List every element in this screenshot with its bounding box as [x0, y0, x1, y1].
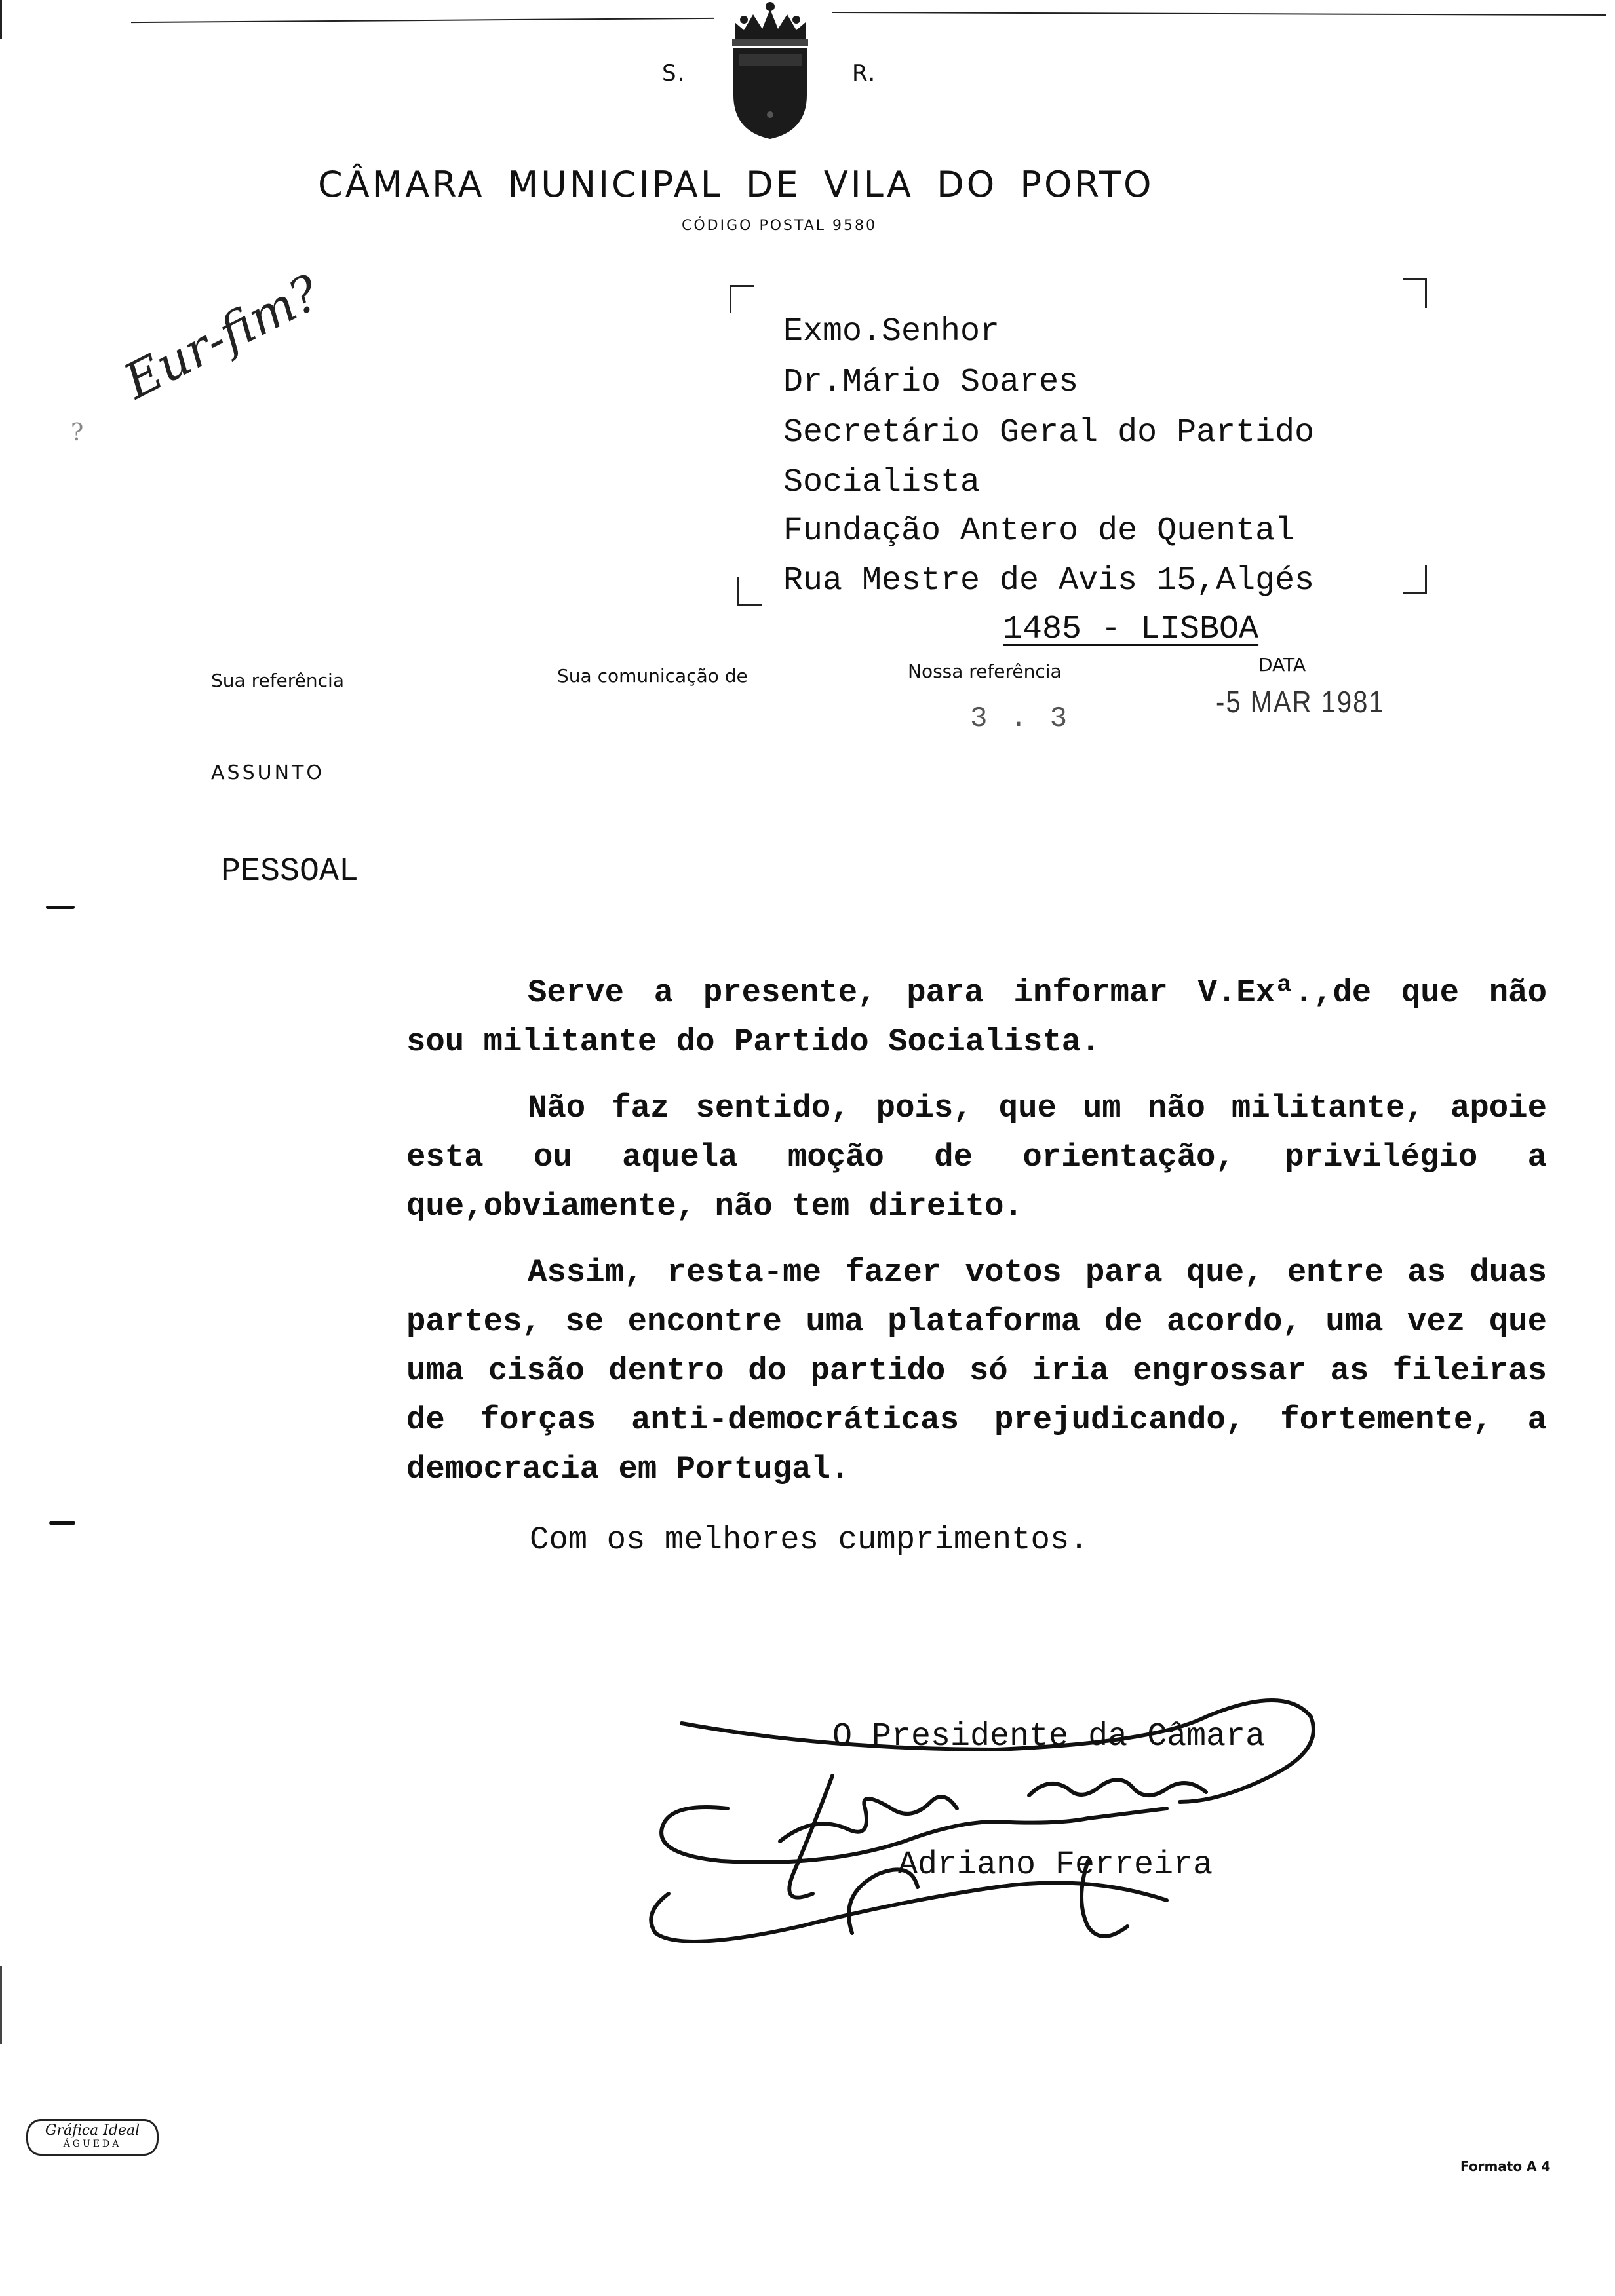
- address-corner-top-left: [730, 285, 754, 313]
- letterhead-left-letter: S.: [662, 60, 686, 86]
- data-label: DATA: [1258, 654, 1306, 676]
- top-rule-left: [131, 18, 714, 23]
- handwritten-margin-note: Eur-fim?: [115, 264, 329, 410]
- nossa-referencia-stamp: 3 . 3: [970, 702, 1070, 735]
- printer-imprint: [26, 2119, 159, 2156]
- sua-referencia-label: Sua referência: [211, 670, 344, 691]
- signatory-title: O Presidente da Câmara: [832, 1718, 1266, 1755]
- margin-mark-bottom-tick: [0, 1966, 2, 2044]
- body-paragraph-3: Assim, resta-me fazer votos para que, entre as duas partes, se encontre uma plataforma de acordo, uma vez que uma cisão dentro do partido só iria engrossar as fileiras de forças anti-democráticas prejudicando, fortemente, a democracia em Portugal.: [406, 1254, 1547, 1487]
- recipient-line-2: Dr.Mário Soares: [783, 364, 1079, 401]
- sua-comunicacao-label: Sua comunicação de: [557, 665, 748, 687]
- letterhead-right-letter: R.: [852, 60, 877, 86]
- coat-of-arms-crest: [724, 0, 816, 141]
- recipient-line-1: Exmo.Senhor: [783, 313, 1000, 351]
- left-edge-mark: [0, 0, 2, 39]
- postal-code: CÓDIGO POSTAL 9580: [682, 218, 878, 234]
- address-corner-bottom-right: [1403, 565, 1427, 594]
- recipient-line-6: Rua Mestre de Avis 15,Algés: [783, 562, 1315, 600]
- closing-line: Com os melhores cumprimentos.: [530, 1521, 1089, 1558]
- recipient-city: 1485 - LISBOA: [1003, 611, 1259, 648]
- margin-mark-top: [46, 906, 75, 909]
- body-paragraph-2: Não faz sentido, pois, que um não militante, apoie esta ou aquela moção de orientação, privilégio a que,obviamente, não tem direito.: [406, 1090, 1547, 1225]
- printer-name: Gráfica Ideal: [45, 2122, 140, 2139]
- handwritten-signature: [629, 1677, 1370, 1959]
- letter-body: [406, 968, 1547, 1511]
- recipient-line-5: Fundação Antero de Quental: [783, 512, 1295, 550]
- top-rule-right: [832, 12, 1606, 16]
- printer-city: ÁGUEDA: [63, 2139, 122, 2149]
- organization-name: CÂMARA MUNICIPAL DE VILA DO PORTO: [318, 164, 1154, 205]
- address-corner-top-right: [1403, 278, 1427, 308]
- nossa-referencia-label: Nossa referência: [908, 660, 1062, 682]
- subject-value: PESSOAL: [221, 853, 359, 890]
- paper-format-label: Formato A 4: [1460, 2158, 1551, 2174]
- signatory-name: Adriano Ferreira: [898, 1846, 1213, 1884]
- date-stamp: -5 MAR 1981: [1216, 685, 1385, 719]
- recipient-line-3: Secretário Geral do Partido: [783, 414, 1315, 451]
- subject-label: ASSUNTO: [211, 761, 324, 784]
- recipient-line-4: Socialista: [783, 464, 981, 501]
- address-corner-bottom-left: [737, 577, 762, 606]
- body-paragraph-1: Serve a presente, para informar V.Exª.,de que não sou militante do Partido Socialista.: [406, 974, 1547, 1060]
- margin-mark-bottom: [49, 1521, 75, 1525]
- margin-question-mark: ?: [71, 419, 84, 446]
